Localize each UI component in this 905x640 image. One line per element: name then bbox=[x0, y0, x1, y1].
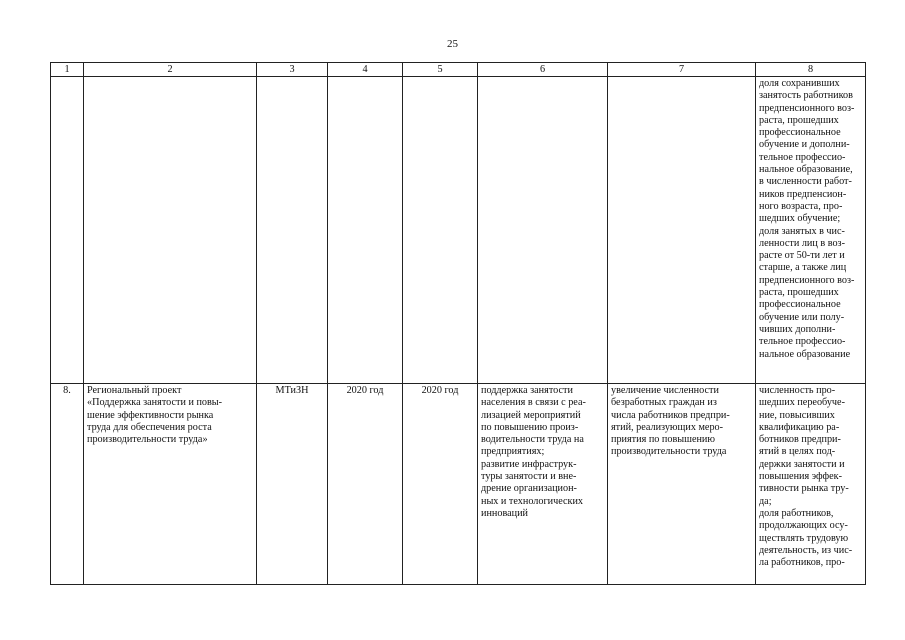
header-col-5: 5 bbox=[403, 63, 478, 77]
table-header-row bbox=[51, 63, 866, 77]
header-col-8: 8 bbox=[756, 63, 866, 77]
row8-name: Региональный проект «Поддержка занятости и повы- шение эффективности рынка труда для обеспечения роста производительности труда» bbox=[87, 385, 223, 446]
cont-cell-indicators bbox=[756, 77, 866, 384]
header-col-6: 6 bbox=[478, 63, 608, 77]
header-col-4: 4 bbox=[328, 63, 403, 77]
row8-end: 2020 год bbox=[403, 384, 478, 585]
cont-cell-6 bbox=[478, 77, 608, 384]
table-row-8 bbox=[51, 384, 866, 585]
row8-number: 8. bbox=[51, 384, 84, 585]
cont-cell-4 bbox=[328, 77, 403, 384]
header-col-7: 7 bbox=[608, 63, 756, 77]
row8-result: увеличение численности безработных граждан из числа работников предпри- ятий, реализующих меро- приятия по повышению производительности труда bbox=[611, 385, 730, 458]
cont-cell-1 bbox=[51, 77, 84, 384]
page-number: 25 bbox=[447, 38, 458, 50]
header-col-3: 3 bbox=[257, 63, 328, 77]
cont-indicators-text: доля сохранивших занятость работников предпенсионного воз- раста, прошедших профессиональное обучение и дополни- тельное профессио- нальное образование, в численности работ- ников предпенсион- ного возраста, про- шедших обучение; доля занятых в чис- ленности лиц в воз- расте от 50-ти лет и старше, а также лиц предпенсионного воз- раста, прошедших профессиональное обучение или полу- чивших дополни- тельное профессио- нальное образование bbox=[759, 78, 855, 360]
row8-indicators: численность про- шедших переобуче- ние, повысивших квалификацию ра- ботников предпри- ятий в целях под- держки занятости и повышения эффек- тивности рынка тру- да; доля работников, продолжающих осу- ществлять трудовую деятельность, из чис- ла работников, про- bbox=[759, 385, 853, 569]
row8-result-cell bbox=[608, 384, 756, 585]
cont-cell-2 bbox=[84, 77, 257, 384]
cont-cell-3 bbox=[257, 77, 328, 384]
row8-name-cell bbox=[84, 384, 257, 585]
row8-executor: МТиЗН bbox=[257, 384, 328, 585]
cont-cell-5 bbox=[403, 77, 478, 384]
cont-cell-7 bbox=[608, 77, 756, 384]
program-table bbox=[50, 62, 866, 585]
header-col-2: 2 bbox=[84, 63, 257, 77]
row8-start: 2020 год bbox=[328, 384, 403, 585]
row8-direction-cell bbox=[478, 384, 608, 585]
table-row-continuation bbox=[51, 77, 866, 384]
row8-indicators-cell bbox=[756, 384, 866, 585]
row8-direction: поддержка занятости населения в связи с реа- лизацией мероприятий по повышению произ- водительности труда на предприятиях; развитие инфраструк- туры занятости и вне- дрение организацион- ных и технологических инноваций bbox=[481, 385, 586, 519]
header-col-1: 1 bbox=[51, 63, 84, 77]
